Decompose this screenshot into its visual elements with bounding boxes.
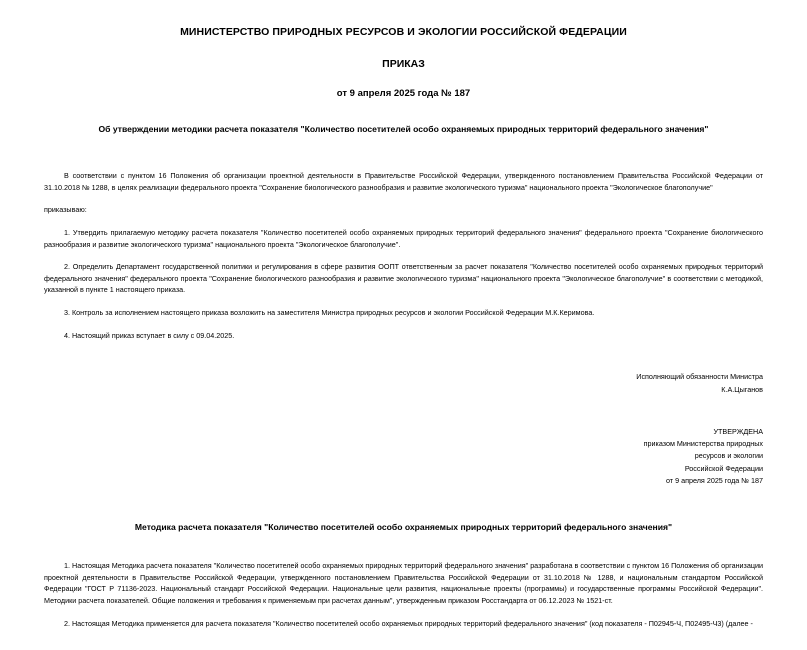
order-item-3: 3. Контроль за исполнением настоящего приказа возложить на заместителя Министра природных ресурсов и экологии Российской Федерации М.К.Керимова. [64, 308, 595, 318]
approval-line-4: Российской Федерации [684, 463, 763, 473]
signature-name: К.А.Цыганов [721, 384, 763, 394]
document-type-heading: ПРИКАЗ [382, 58, 425, 70]
document-date: от 9 апреля 2025 года № 187 [336, 88, 471, 99]
order-keyword: приказываю: [44, 205, 87, 215]
document-title: Об утверждении методики расчета показателя "Количество посетителей особо охраняемых природных территорий федерального значения" [98, 124, 709, 134]
signature-block [44, 371, 763, 395]
approval-line-3: ресурсов и экологии [694, 451, 763, 461]
order-item-1: 1. Утвердить прилагаемую методику расчета показателя "Количество посетителей особо охраняемых природных территорий федерального значения" федерального проекта "Сохранение биологического разнообразия и развитие экологического туризма" национального проекта "Экологическое благополучие". [44, 227, 763, 249]
signature-position: Исполняющий обязанности Министра [636, 372, 763, 382]
methodology-paragraph-1: 1. Настоящая Методика расчета показателя "Количество посетителей особо охраняемых природных территорий федерального значения" разработана в соответствии с пунктом 16 Положения об организации проектной деятельности в Правительстве Российской Федерации, утвержденного постановлением Правительства Российской Федерации от 31.10.2018 № 1288, и национальным стандартом Российской Федерации "ГОСТ Р 71136-2023. Национальный стандарт Российской Федерации. Национальные цели развития, национальные проекты (программы) и государственные программы Российской Федерации". Методики расчета показателей. Общие положения и требования к применяемым при расчетах данным", утвержденным приказом Росстандарта от 06.12.2023 № 1521-ст. [44, 560, 763, 605]
ministry-heading: МИНИСТЕРСТВО ПРИРОДНЫХ РЕСУРСОВ И ЭКОЛОГИИ РОССИЙСКОЙ ФЕДЕРАЦИИ [180, 26, 627, 38]
approval-line-2: приказом Министерства природных [643, 439, 763, 449]
methodology-title: Методика расчета показателя "Количество посетителей особо охраняемых природных территорий федерального значения" [134, 522, 673, 533]
preamble-paragraph: В соответствии с пунктом 16 Положения об организации проектной деятельности в Правительстве Российской Федерации, утвержденного постановлением Правительства Российской Федерации от 31.10.2018 № 1288, в целях реализации федерального проекта "Сохранение биологического разнообразия и развитие экологического туризма" национального проекта "Экологическое благополучие" [44, 170, 763, 192]
methodology-paragraph-2: 2. Настоящая Методика применяется для расчета показателя "Количество посетителей особо охраняемых природных территорий федерального значения" (код показателя - П02945-Ч, П02495-Ч3) (далее - [64, 618, 753, 628]
order-item-4: 4. Настоящий приказ вступает в силу с 09.04.2025. [64, 330, 235, 340]
approval-block [44, 426, 763, 487]
order-item-2: 2. Определить Департамент государственной политики и регулирования в сфере развития ООПТ ответственным за расчет показателя "Количество посетителей особо охраняемых природных территорий федерального значения" федерального проекта "Сохранение биологического разнообразия и развитие экологического туризма" национального проекта "Экологическое благополучие" в соответствии с методикой, указанной в пункте 1 настоящего приказа. [44, 262, 763, 295]
approval-line-5: от 9 апреля 2025 года № 187 [665, 475, 763, 485]
approval-label: УТВЕРЖДЕНА [713, 426, 763, 436]
